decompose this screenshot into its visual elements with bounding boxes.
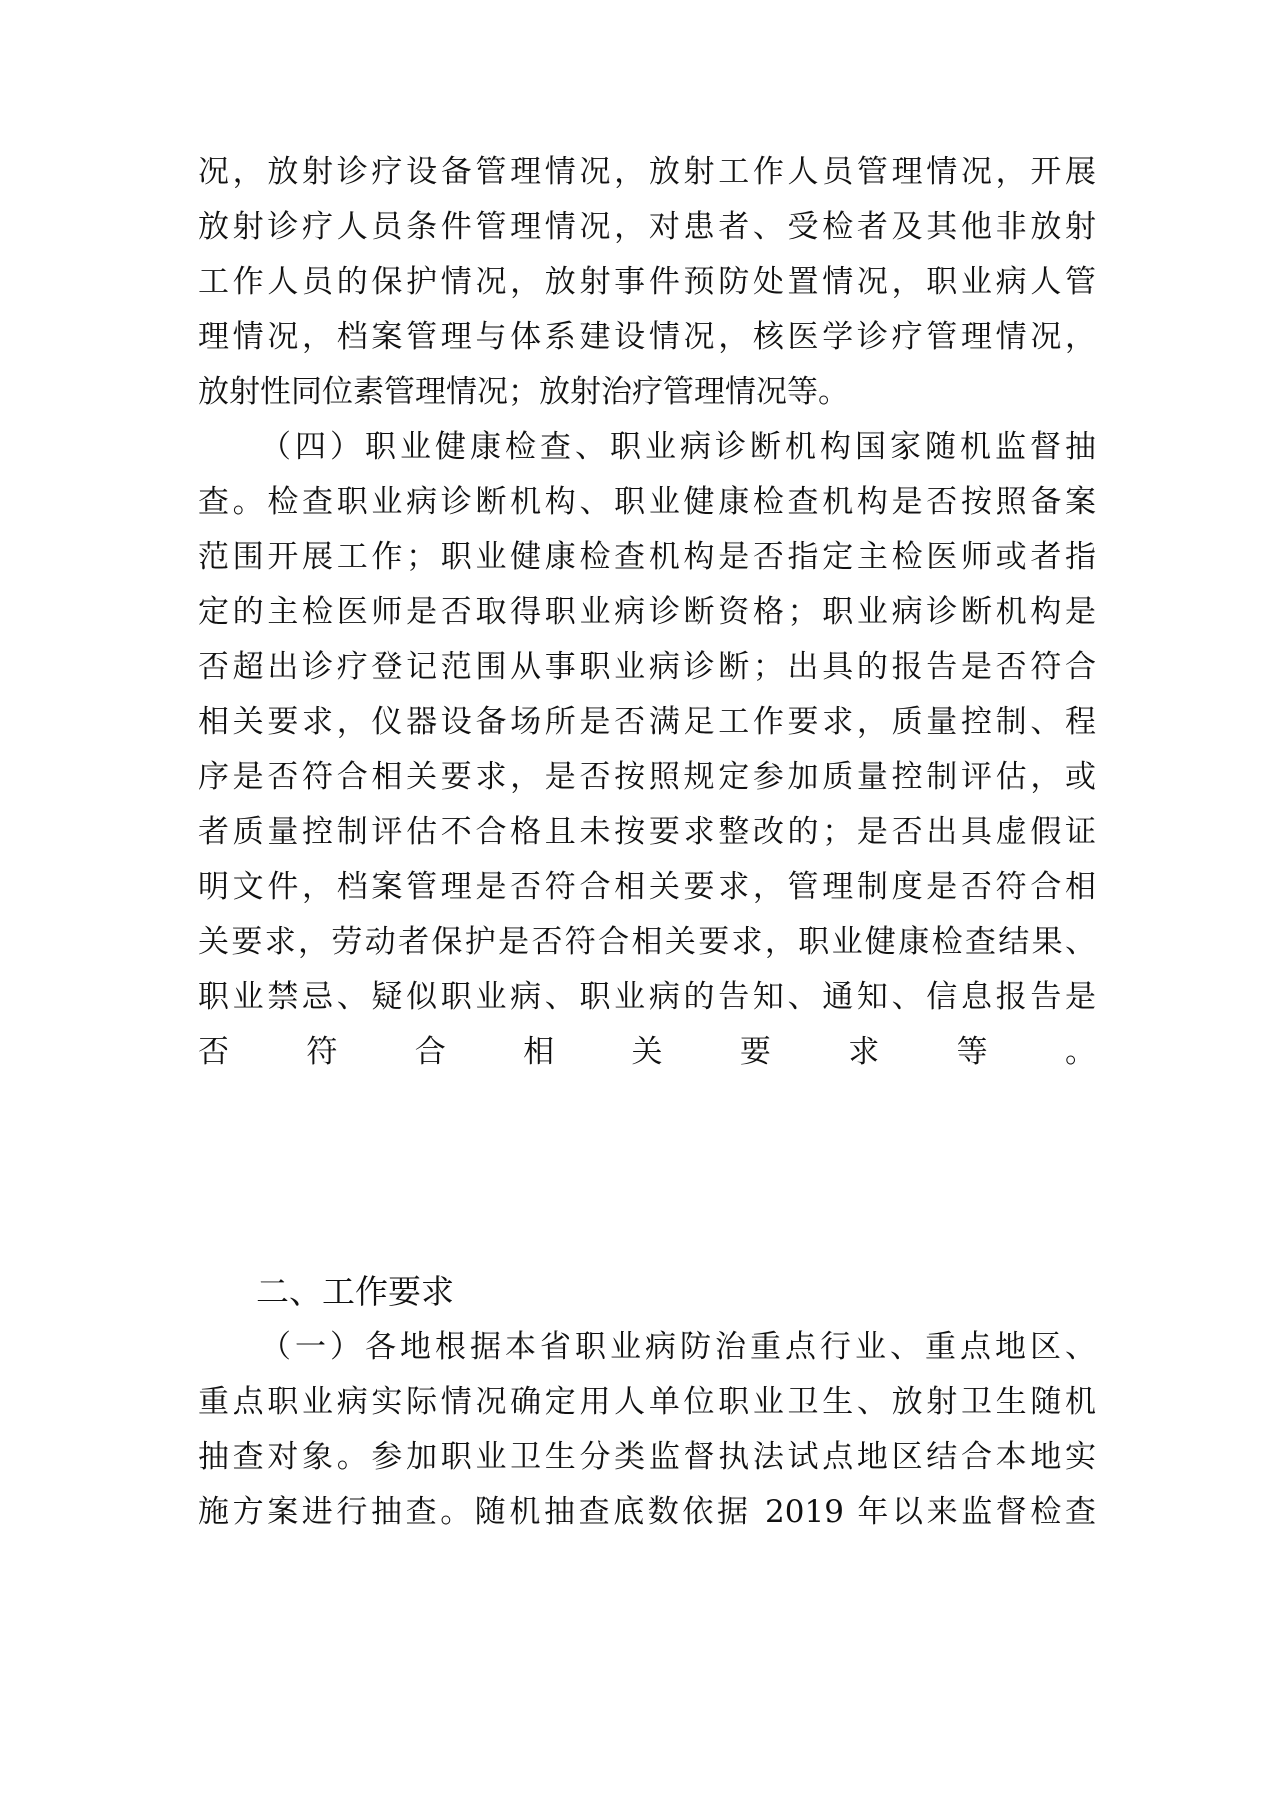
text-line: 序是否符合相关要求，是否按照规定参加质量控制评估，或 <box>198 759 1096 795</box>
text-line: 职业禁忌、疑似职业病、职业病的告知、通知、信息报告是 <box>198 979 1096 1015</box>
text-line: 范围开展工作；职业健康检查机构是否指定主检医师或者指 <box>198 539 1096 575</box>
section-heading: 二、工作要求 <box>256 1272 454 1311</box>
text-line <box>198 1077 1096 1137</box>
text-line: 理情况，档案管理与体系建设情况，核医学诊疗管理情况， <box>198 319 1096 355</box>
text-line: 相关要求，仪器设备场所是否满足工作要求，质量控制、程 <box>198 704 1096 740</box>
text-line: 明文件，档案管理是否符合相关要求，管理制度是否符合相 <box>198 869 1096 905</box>
text-line: 放射诊疗人员条件管理情况，对患者、受检者及其他非放射 <box>198 209 1096 245</box>
text-line: 否超出诊疗登记范围从事职业病诊断；出具的报告是否符合 <box>198 649 1096 685</box>
text-line: 施方案进行抽查。随机抽查底数依据 2019 年以来监督检查 <box>198 1494 1096 1530</box>
text-line: 放射性同位素管理情况；放射治疗管理情况等。 <box>198 374 849 410</box>
section-4-first-line: （四）职业健康检查、职业病诊断机构国家随机监督抽 <box>260 429 1096 465</box>
text-line: 否符合相关要求等。 <box>198 1034 1096 1070</box>
text-line: 重点职业病实际情况确定用人单位职业卫生、放射卫生随机 <box>198 1384 1096 1420</box>
text-line: 抽查对象。参加职业卫生分类监督执法试点地区结合本地实 <box>198 1439 1096 1475</box>
text-line: 工作人员的保护情况，放射事件预防处置情况，职业病人管 <box>198 264 1096 300</box>
text-line: 者质量控制评估不合格且未按要求整改的；是否出具虚假证 <box>198 814 1096 850</box>
text-line: 关要求，劳动者保护是否符合相关要求，职业健康检查结果、 <box>198 924 1096 960</box>
text-line: 定的主检医师是否取得职业病诊断资格；职业病诊断机构是 <box>198 594 1096 630</box>
text-line: 查。检查职业病诊断机构、职业健康检查机构是否按照备案 <box>198 484 1096 520</box>
requirement-1-first-line: （一）各地根据本省职业病防治重点行业、重点地区、 <box>260 1329 1096 1365</box>
text-line: 况，放射诊疗设备管理情况，放射工作人员管理情况，开展 <box>198 154 1096 190</box>
